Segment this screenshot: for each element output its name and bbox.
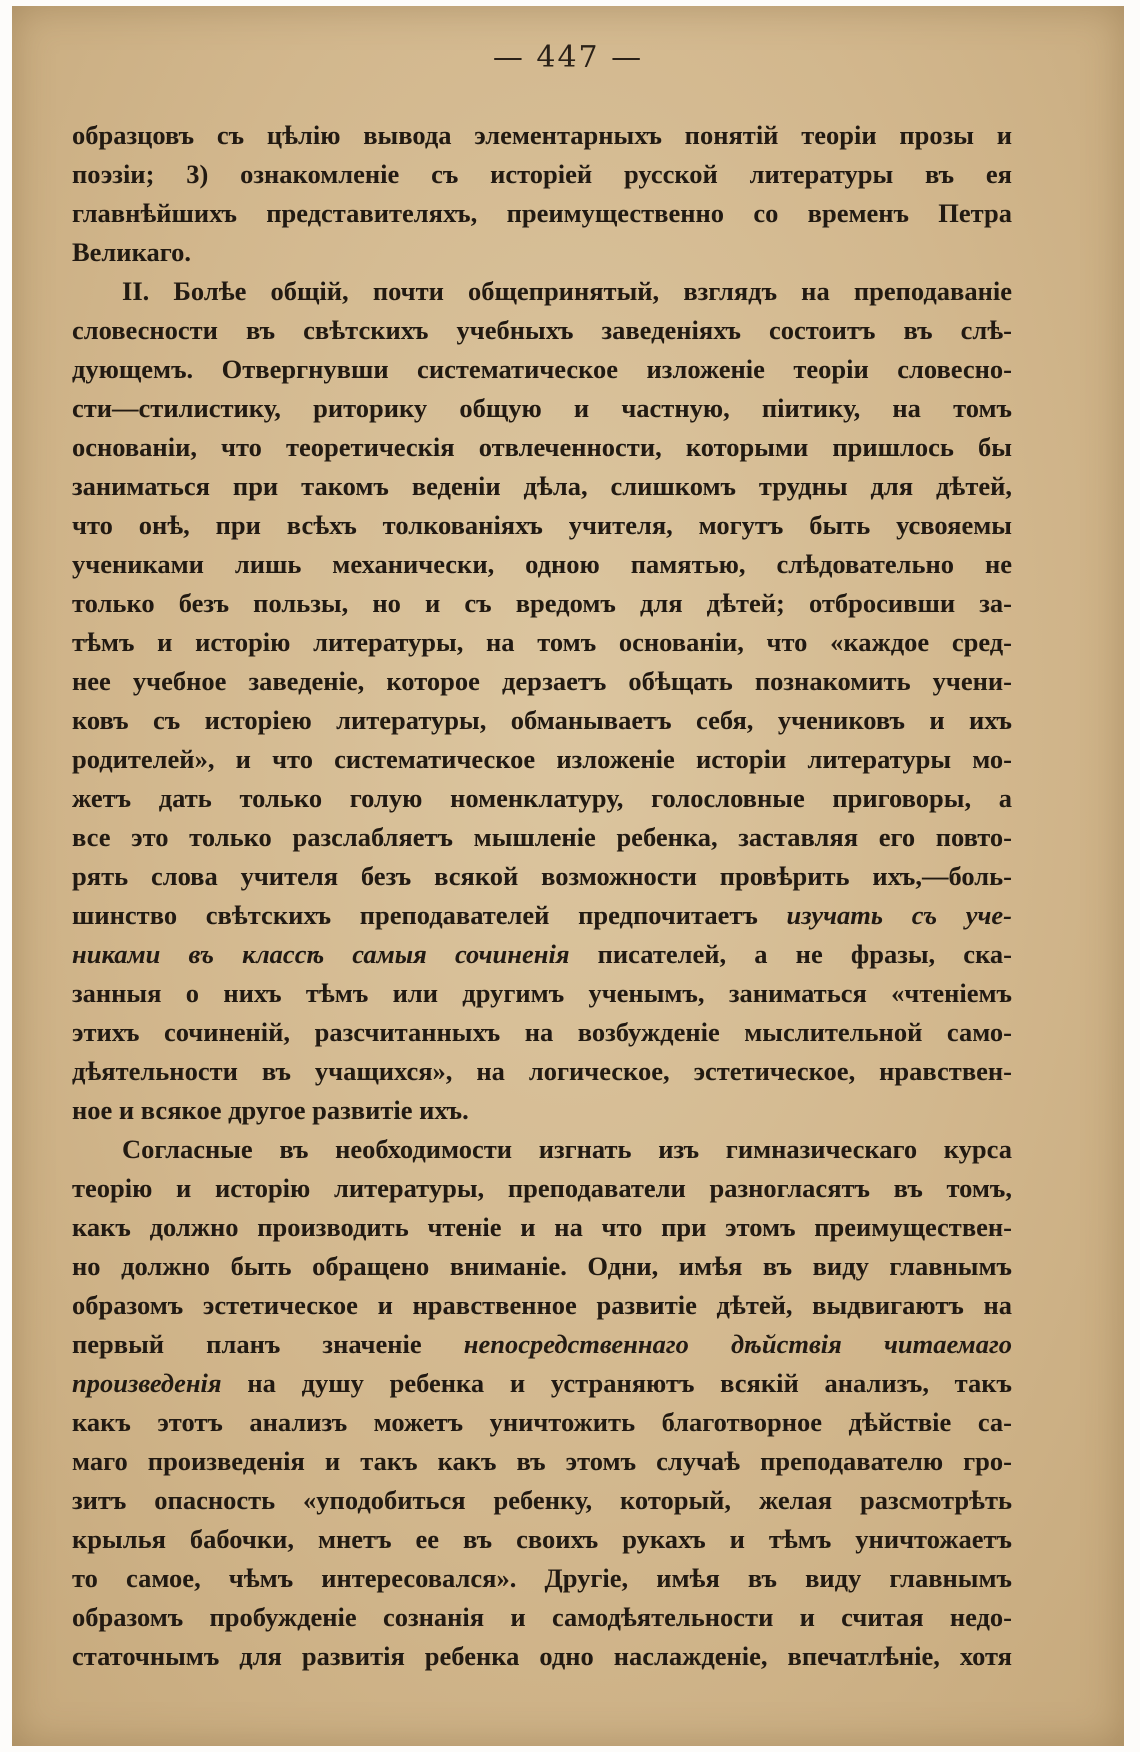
text-line: крылья бабочки, мнетъ ее въ своихъ рукахъ и тѣмъ уничтожаетъ xyxy=(72,1524,1012,1554)
text-line: основаніи, что теоретическія отвлеченности, которыми пришлось бы xyxy=(72,432,1012,462)
text-line: поэзіи; 3) ознакомленіе съ исторіей русской литературы въ ея xyxy=(72,159,1012,189)
text-line-italic: произведенія xyxy=(72,1368,222,1398)
text-line: но должно быть обращено вниманіе. Одни, имѣя въ виду главнымъ xyxy=(72,1251,1012,1281)
text-line: ное и всякое другое развитіе ихъ. xyxy=(72,1095,469,1125)
text-line-mixed xyxy=(72,1364,1012,1403)
body-text xyxy=(72,116,1012,1676)
text-line: родителей», и что систематическое изложеніе исторіи литературы мо- xyxy=(72,744,1012,774)
text-line: все это только разслабляетъ мышленіе ребенка, заставляя его повто- xyxy=(72,822,1012,852)
text-line-plain: шинство свѣтскихъ преподавателей предпочитаетъ xyxy=(72,900,787,930)
text-line: жетъ дать только голую номенклатуру, голословные приговоры, а xyxy=(72,783,1012,813)
text-line: сти—стилистику, риторику общую и частную, піитику, на томъ xyxy=(72,393,1012,423)
text-line: зитъ опасность «уподобиться ребенку, который, желая разсмотрѣть xyxy=(72,1485,1012,1515)
text-line: этихъ сочиненій, разсчитанныхъ на возбужденіе мыслительной само- xyxy=(72,1017,1012,1047)
text-line: теорію и исторію литературы, преподаватели разногласятъ въ томъ, xyxy=(72,1173,1012,1203)
text-line: словесности въ свѣтскихъ учебныхъ заведеніяхъ состоитъ въ слѣ- xyxy=(72,315,1012,345)
text-line: то самое, чѣмъ интересовался». Другіе, имѣя въ виду главнымъ xyxy=(72,1563,1012,1593)
text-line-plain: первый планъ значеніе xyxy=(72,1329,464,1359)
text-line-mixed xyxy=(72,1325,1012,1364)
text-line-mixed xyxy=(72,935,1012,974)
text-line-plain: на душу ребенка и устраняютъ всякій анализъ, такъ xyxy=(221,1368,1012,1398)
text-line: дѣятельности въ учащихся», на логическое, эстетическое, нравствен- xyxy=(72,1056,1012,1086)
text-line: только безъ пользы, но и съ вредомъ для дѣтей; отбросивши за- xyxy=(72,588,1012,618)
page-number: — 447 — xyxy=(492,40,644,75)
text-line: учениками лишь механически, одною памятью, слѣдовательно не xyxy=(72,549,1012,579)
text-line: занныя о нихъ тѣмъ или другимъ ученымъ, заниматься «чтеніемъ xyxy=(72,978,1012,1008)
text-line: образцовъ съ цѣлію вывода элементарныхъ понятій теоріи прозы и xyxy=(72,120,1012,150)
text-line: статочнымъ для развитія ребенка одно наслажденіе, впечатлѣніе, хотя xyxy=(72,1641,1012,1671)
text-line: Согласные въ необходимости изгнать изъ гимназическаго курса xyxy=(122,1134,1012,1164)
text-line: нее учебное заведеніе, которое дерзаетъ обѣщать познакомить учени- xyxy=(72,666,1012,696)
text-line: тѣмъ и исторію литературы, на томъ основаніи, что «каждое сред- xyxy=(72,627,1012,657)
text-line: что онѣ, при всѣхъ толкованіяхъ учителя, могутъ быть усвояемы xyxy=(72,510,1012,540)
text-line-italic: никами въ классѣ самыя сочиненія xyxy=(72,939,570,969)
text-line: II. Болѣе общій, почти общепринятый, взглядъ на преподаваніе xyxy=(122,276,1012,306)
text-line: заниматься при такомъ веденіи дѣла, слишкомъ трудны для дѣтей, xyxy=(72,471,1012,501)
text-line: образомъ пробужденіе сознанія и самодѣятельности и считая недо- xyxy=(72,1602,1012,1632)
text-line-italic: непосредственнаго дѣйствія читаемаго xyxy=(463,1329,1012,1359)
text-line: дующемъ. Отвергнувши систематическое изложеніе теоріи словесно- xyxy=(72,354,1012,384)
book-page xyxy=(12,6,1124,1746)
text-line: образомъ эстетическое и нравственное развитіе дѣтей, выдвигаютъ на xyxy=(72,1290,1012,1320)
text-line: ковъ съ исторіею литературы, обманываетъ себя, учениковъ и ихъ xyxy=(72,705,1012,735)
text-line: Великаго. xyxy=(72,237,191,267)
text-line: какъ должно производить чтеніе и на что при этомъ преимуществен- xyxy=(72,1212,1012,1242)
text-line: какъ этотъ анализъ можетъ уничтожить благотворное дѣйствіе са- xyxy=(72,1407,1012,1437)
text-line: рять слова учителя безъ всякой возможности провѣрить ихъ,—боль- xyxy=(72,861,1012,891)
text-line-plain: писателей, а не фразы, ска- xyxy=(569,939,1012,969)
text-line-italic: изучать съ уче- xyxy=(786,900,1012,930)
text-line-mixed xyxy=(72,896,1012,935)
text-line: главнѣйшихъ представителяхъ, преимущественно со временъ Петра xyxy=(72,198,1012,228)
text-line: маго произведенія и такъ какъ въ этомъ случаѣ преподавателю гро- xyxy=(72,1446,1012,1476)
